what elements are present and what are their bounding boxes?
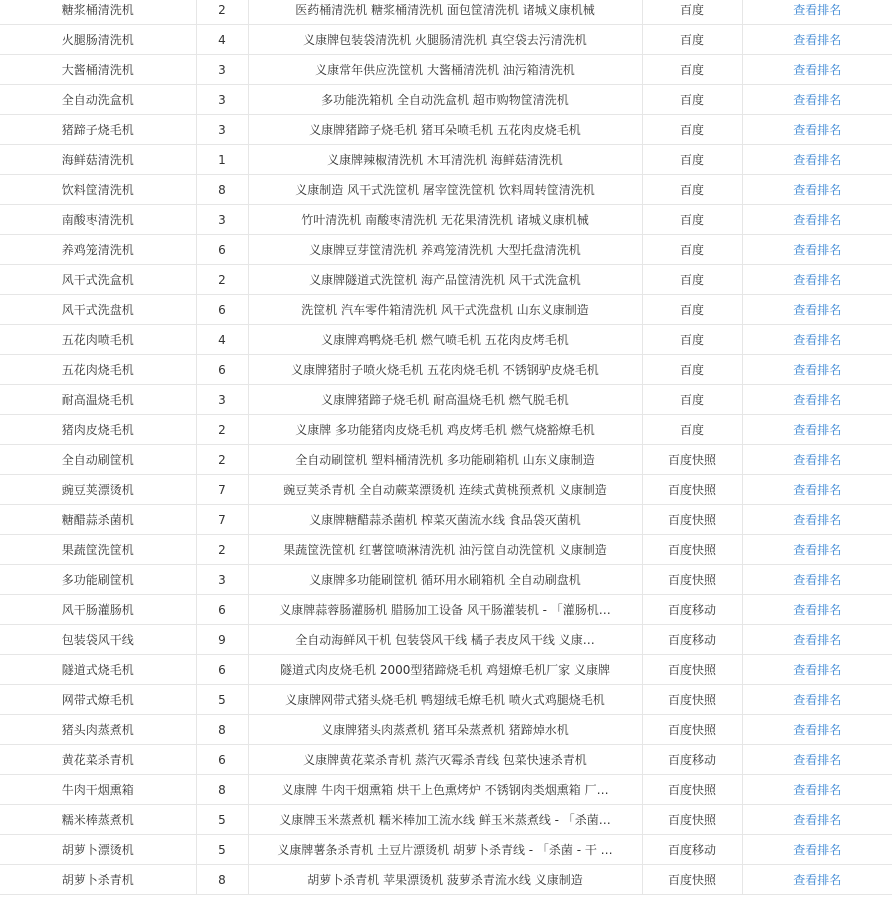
view-ranking-link[interactable]: 查看排名 [793, 813, 842, 827]
action-cell [742, 805, 892, 835]
action-cell [742, 505, 892, 535]
title-cell: 义康牌鸡鸭烧毛机 燃气喷毛机 五花肉皮烤毛机 [248, 325, 642, 355]
title-cell: 豌豆荚杀青机 全自动蕨菜漂烫机 连续式黄桃预煮机 义康制造 [248, 475, 642, 505]
engine-cell: 百度快照 [642, 535, 742, 565]
view-ranking-link[interactable]: 查看排名 [793, 3, 842, 17]
title-cell: 义康牌豆芽筐清洗机 养鸡笼清洗机 大型托盘清洗机 [248, 235, 642, 265]
engine-cell: 百度 [642, 25, 742, 55]
action-cell [742, 355, 892, 385]
table-row [0, 415, 892, 445]
keyword-cell: 养鸡笼清洗机 [0, 235, 196, 265]
keyword-cell: 豌豆荚漂烫机 [0, 475, 196, 505]
count-cell: 3 [196, 565, 248, 595]
engine-cell: 百度 [642, 85, 742, 115]
title-cell: 隧道式肉皮烧毛机 2000型猪蹄烧毛机 鸡翅燎毛机厂家 义康牌 [248, 655, 642, 685]
action-cell [742, 685, 892, 715]
engine-cell: 百度移动 [642, 745, 742, 775]
view-ranking-link[interactable]: 查看排名 [793, 453, 842, 467]
keyword-cell: 全自动刷筐机 [0, 445, 196, 475]
keyword-cell: 海鲜菇清洗机 [0, 145, 196, 175]
title-cell: 义康牌包装袋清洗机 火腿肠清洗机 真空袋去污清洗机 [248, 25, 642, 55]
action-cell [742, 205, 892, 235]
engine-cell: 百度快照 [642, 715, 742, 745]
table-row [0, 205, 892, 235]
view-ranking-link[interactable]: 查看排名 [793, 693, 842, 707]
view-ranking-link[interactable]: 查看排名 [793, 753, 842, 767]
title-cell: 义康牌薯条杀青机 土豆片漂烫机 胡萝卜杀青线 - 「杀菌 - 干 … [248, 835, 642, 865]
view-ranking-link[interactable]: 查看排名 [793, 123, 842, 137]
count-cell: 4 [196, 25, 248, 55]
engine-cell: 百度 [642, 145, 742, 175]
count-cell: 8 [196, 775, 248, 805]
title-cell: 全自动刷筐机 塑料桶清洗机 多功能刷箱机 山东义康制造 [248, 445, 642, 475]
table-row [0, 775, 892, 805]
count-cell: 9 [196, 625, 248, 655]
count-cell: 6 [196, 595, 248, 625]
view-ranking-link[interactable]: 查看排名 [793, 63, 842, 77]
keyword-cell: 胡萝卜漂烫机 [0, 835, 196, 865]
table-row [0, 535, 892, 565]
count-cell: 6 [196, 235, 248, 265]
engine-cell: 百度 [642, 295, 742, 325]
action-cell [742, 0, 892, 25]
engine-cell: 百度移动 [642, 625, 742, 655]
engine-cell: 百度快照 [642, 475, 742, 505]
keyword-cell: 五花肉烧毛机 [0, 355, 196, 385]
action-cell [742, 835, 892, 865]
action-cell [742, 655, 892, 685]
table-row [0, 595, 892, 625]
keyword-cell: 五花肉喷毛机 [0, 325, 196, 355]
keyword-cell: 猪肉皮烧毛机 [0, 415, 196, 445]
title-cell: 义康常年供应洗筐机 大酱桶清洗机 油污箱清洗机 [248, 55, 642, 85]
table-row [0, 685, 892, 715]
table-row [0, 85, 892, 115]
title-cell: 多功能洗箱机 全自动洗盒机 超市购物筐清洗机 [248, 85, 642, 115]
table-row [0, 835, 892, 865]
title-cell: 义康牌多功能刷筐机 循环用水刷箱机 全自动刷盘机 [248, 565, 642, 595]
table-row [0, 805, 892, 835]
action-cell [742, 25, 892, 55]
engine-cell: 百度快照 [642, 775, 742, 805]
keyword-cell: 糯米棒蒸煮机 [0, 805, 196, 835]
keyword-cell: 耐高温烧毛机 [0, 385, 196, 415]
action-cell [742, 265, 892, 295]
title-cell: 果蔬筐洗筐机 红薯筐喷淋清洗机 油污筐自动洗筐机 义康制造 [248, 535, 642, 565]
view-ranking-link[interactable]: 查看排名 [793, 573, 842, 587]
table-row [0, 265, 892, 295]
view-ranking-link[interactable]: 查看排名 [793, 153, 842, 167]
count-cell: 6 [196, 295, 248, 325]
table-row [0, 505, 892, 535]
engine-cell: 百度 [642, 325, 742, 355]
view-ranking-link[interactable]: 查看排名 [793, 543, 842, 557]
table-row [0, 115, 892, 145]
engine-cell: 百度 [642, 385, 742, 415]
keyword-cell: 黄花菜杀青机 [0, 745, 196, 775]
title-cell: 洗筐机 汽车零件箱清洗机 风干式洗盘机 山东义康制造 [248, 295, 642, 325]
count-cell: 3 [196, 55, 248, 85]
action-cell [742, 865, 892, 895]
title-cell: 义康牌猪蹄子烧毛机 猪耳朵喷毛机 五花肉皮烧毛机 [248, 115, 642, 145]
count-cell: 7 [196, 505, 248, 535]
table-row [0, 295, 892, 325]
count-cell: 2 [196, 535, 248, 565]
keyword-cell: 风干肠灌肠机 [0, 595, 196, 625]
count-cell: 3 [196, 385, 248, 415]
table-row [0, 0, 892, 25]
engine-cell: 百度快照 [642, 685, 742, 715]
view-ranking-link[interactable]: 查看排名 [793, 333, 842, 347]
engine-cell: 百度 [642, 115, 742, 145]
table-row [0, 175, 892, 205]
title-cell: 义康牌猪头肉蒸煮机 猪耳朵蒸煮机 猪蹄焯水机 [248, 715, 642, 745]
engine-cell: 百度快照 [642, 505, 742, 535]
keyword-cell: 风干式洗盘机 [0, 295, 196, 325]
keyword-cell: 南酸枣清洗机 [0, 205, 196, 235]
action-cell [742, 145, 892, 175]
count-cell: 3 [196, 115, 248, 145]
count-cell: 8 [196, 865, 248, 895]
title-cell: 义康牌 牛肉干烟熏箱 烘干上色熏烤炉 不锈钢肉类烟熏箱 厂… [248, 775, 642, 805]
action-cell [742, 385, 892, 415]
action-cell [742, 295, 892, 325]
engine-cell: 百度快照 [642, 565, 742, 595]
engine-cell: 百度 [642, 175, 742, 205]
table-row [0, 25, 892, 55]
engine-cell: 百度 [642, 265, 742, 295]
action-cell [742, 85, 892, 115]
engine-cell: 百度 [642, 205, 742, 235]
action-cell [742, 475, 892, 505]
action-cell [742, 415, 892, 445]
engine-cell: 百度 [642, 355, 742, 385]
table-row [0, 145, 892, 175]
view-ranking-link[interactable]: 查看排名 [793, 603, 842, 617]
keyword-cell: 饮料筐清洗机 [0, 175, 196, 205]
table-row [0, 445, 892, 475]
title-cell: 义康牌玉米蒸煮机 糯米棒加工流水线 鲜玉米蒸煮线 - 「杀菌… [248, 805, 642, 835]
keyword-cell: 多功能刷筐机 [0, 565, 196, 595]
count-cell: 2 [196, 265, 248, 295]
view-ranking-link[interactable]: 查看排名 [793, 183, 842, 197]
title-cell: 义康牌隧道式洗筐机 海产品筐清洗机 风干式洗盒机 [248, 265, 642, 295]
table-row [0, 715, 892, 745]
count-cell: 7 [196, 475, 248, 505]
action-cell [742, 535, 892, 565]
count-cell: 2 [196, 0, 248, 25]
view-ranking-link[interactable]: 查看排名 [793, 723, 842, 737]
table-row [0, 355, 892, 385]
view-ranking-link[interactable]: 查看排名 [793, 843, 842, 857]
action-cell [742, 235, 892, 265]
title-cell: 竹叶清洗机 南酸枣清洗机 无花果清洗机 诸城义康机械 [248, 205, 642, 235]
view-ranking-link[interactable]: 查看排名 [793, 303, 842, 317]
action-cell [742, 115, 892, 145]
title-cell: 义康牌辣椒清洗机 木耳清洗机 海鲜菇清洗机 [248, 145, 642, 175]
keyword-cell: 包装袋风干线 [0, 625, 196, 655]
title-cell: 医药桶清洗机 糖浆桶清洗机 面包筐清洗机 诸城义康机械 [248, 0, 642, 25]
table-row [0, 475, 892, 505]
keyword-cell: 火腿肠清洗机 [0, 25, 196, 55]
count-cell: 5 [196, 835, 248, 865]
view-ranking-link[interactable]: 查看排名 [793, 273, 842, 287]
count-cell: 3 [196, 85, 248, 115]
view-ranking-link[interactable]: 查看排名 [793, 873, 842, 887]
keyword-cell: 牛肉干烟熏箱 [0, 775, 196, 805]
keyword-cell: 隧道式烧毛机 [0, 655, 196, 685]
view-ranking-link[interactable]: 查看排名 [793, 663, 842, 677]
table-row [0, 325, 892, 355]
title-cell: 义康牌糖醋蒜杀菌机 榨菜灭菌流水线 食品袋灭菌机 [248, 505, 642, 535]
keyword-cell: 果蔬筐洗筐机 [0, 535, 196, 565]
view-ranking-link[interactable]: 查看排名 [793, 423, 842, 437]
engine-cell: 百度快照 [642, 445, 742, 475]
table-row [0, 865, 892, 895]
keyword-cell: 猪蹄子烧毛机 [0, 115, 196, 145]
action-cell [742, 445, 892, 475]
view-ranking-link[interactable]: 查看排名 [793, 783, 842, 797]
title-cell: 全自动海鲜风干机 包装袋风干线 橘子表皮风干线 义康… [248, 625, 642, 655]
table-row [0, 565, 892, 595]
count-cell: 6 [196, 655, 248, 685]
keyword-cell: 大酱桶清洗机 [0, 55, 196, 85]
action-cell [742, 565, 892, 595]
title-cell: 义康牌猪蹄子烧毛机 耐高温烧毛机 燃气脱毛机 [248, 385, 642, 415]
title-cell: 胡萝卜杀青机 苹果漂烫机 菠萝杀青流水线 义康制造 [248, 865, 642, 895]
table-row [0, 235, 892, 265]
action-cell [742, 745, 892, 775]
view-ranking-link[interactable]: 查看排名 [793, 393, 842, 407]
engine-cell: 百度快照 [642, 805, 742, 835]
keyword-cell: 猪头肉蒸煮机 [0, 715, 196, 745]
count-cell: 1 [196, 145, 248, 175]
engine-cell: 百度 [642, 0, 742, 25]
action-cell [742, 775, 892, 805]
engine-cell: 百度 [642, 415, 742, 445]
action-cell [742, 595, 892, 625]
keyword-cell: 全自动洗盒机 [0, 85, 196, 115]
view-ranking-link[interactable]: 查看排名 [793, 513, 842, 527]
table-row [0, 385, 892, 415]
view-ranking-link[interactable]: 查看排名 [793, 213, 842, 227]
table-row [0, 625, 892, 655]
view-ranking-link[interactable]: 查看排名 [793, 33, 842, 47]
count-cell: 6 [196, 355, 248, 385]
keyword-cell: 胡萝卜杀青机 [0, 865, 196, 895]
count-cell: 8 [196, 175, 248, 205]
count-cell: 5 [196, 805, 248, 835]
title-cell: 义康牌猪肘子喷火烧毛机 五花肉烧毛机 不锈钢驴皮烧毛机 [248, 355, 642, 385]
view-ranking-link[interactable]: 查看排名 [793, 483, 842, 497]
view-ranking-link[interactable]: 查看排名 [793, 93, 842, 107]
keyword-cell: 糖浆桶清洗机 [0, 0, 196, 25]
title-cell: 义康牌 多功能猪肉皮烧毛机 鸡皮烤毛机 燃气烧豁燎毛机 [248, 415, 642, 445]
engine-cell: 百度 [642, 55, 742, 85]
count-cell: 8 [196, 715, 248, 745]
table-row [0, 745, 892, 775]
keyword-cell: 糖醋蒜杀菌机 [0, 505, 196, 535]
count-cell: 2 [196, 415, 248, 445]
keyword-cell: 网带式燎毛机 [0, 685, 196, 715]
engine-cell: 百度快照 [642, 865, 742, 895]
engine-cell: 百度 [642, 235, 742, 265]
table-row [0, 655, 892, 685]
view-ranking-link[interactable]: 查看排名 [793, 363, 842, 377]
engine-cell: 百度移动 [642, 595, 742, 625]
count-cell: 2 [196, 445, 248, 475]
view-ranking-link[interactable]: 查看排名 [793, 243, 842, 257]
action-cell [742, 325, 892, 355]
keyword-cell: 风干式洗盒机 [0, 265, 196, 295]
title-cell: 义康牌网带式猪头烧毛机 鸭翅绒毛燎毛机 喷火式鸡腿烧毛机 [248, 685, 642, 715]
count-cell: 3 [196, 205, 248, 235]
count-cell: 5 [196, 685, 248, 715]
action-cell [742, 55, 892, 85]
title-cell: 义康制造 风干式洗筐机 屠宰筐洗筐机 饮料周转筐清洗机 [248, 175, 642, 205]
engine-cell: 百度移动 [642, 835, 742, 865]
count-cell: 6 [196, 745, 248, 775]
view-ranking-link[interactable]: 查看排名 [793, 633, 842, 647]
title-cell: 义康牌黄花菜杀青机 蒸汽灭霉杀青线 包菜快速杀青机 [248, 745, 642, 775]
count-cell: 4 [196, 325, 248, 355]
table-row [0, 55, 892, 85]
engine-cell: 百度快照 [642, 655, 742, 685]
action-cell [742, 715, 892, 745]
title-cell: 义康牌蒜蓉肠灌肠机 腊肠加工设备 风干肠灌装机 - 「灌肠机… [248, 595, 642, 625]
action-cell [742, 625, 892, 655]
action-cell [742, 175, 892, 205]
